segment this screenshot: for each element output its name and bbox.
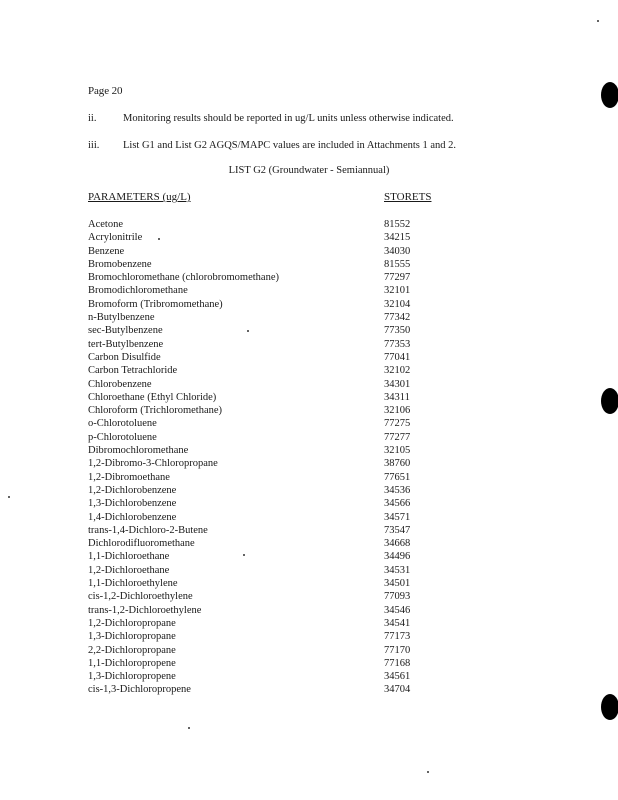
parameter-name: trans-1,4-Dichloro-2-Butene — [88, 524, 208, 536]
list-row — [88, 404, 488, 417]
storet-code: 32101 — [384, 285, 411, 297]
list-row — [88, 444, 488, 457]
storet-code: 34561 — [384, 671, 411, 683]
scan-speck — [597, 20, 599, 22]
storet-code: 34030 — [384, 245, 411, 257]
storet-code: 32102 — [384, 365, 411, 377]
note-text-ii: Monitoring results should be reported in ug/L units unless otherwise indicated. — [123, 113, 454, 124]
list-row — [88, 298, 488, 311]
storet-code: 34301 — [384, 378, 411, 390]
list-row — [88, 364, 488, 377]
list-row — [88, 457, 488, 470]
list-row — [88, 683, 488, 696]
parameter-name: Chlorobenzene — [88, 378, 152, 390]
note-marker-ii: ii. — [88, 113, 97, 124]
storet-code: 32106 — [384, 405, 411, 417]
parameter-list — [88, 218, 488, 697]
list-row — [88, 311, 488, 324]
list-row — [88, 497, 488, 510]
parameter-name: 1,2-Dichlorobenzene — [88, 484, 177, 496]
scan-speck — [247, 330, 249, 332]
list-row — [88, 670, 488, 683]
storet-code: 34704 — [384, 684, 411, 696]
list-row — [88, 511, 488, 524]
storet-code: 81555 — [384, 258, 411, 270]
parameter-name: 1,2-Dibromoethane — [88, 471, 170, 483]
storet-code: 32104 — [384, 298, 411, 310]
parameter-name: 1,1-Dichloropropene — [88, 657, 176, 669]
scan-speck — [8, 496, 10, 498]
storet-code: 77342 — [384, 312, 411, 324]
list-row — [88, 351, 488, 364]
parameter-name: p-Chlorotoluene — [88, 431, 157, 443]
list-row — [88, 284, 488, 297]
list-row — [88, 657, 488, 670]
parameter-name: sec-Butylbenzene — [88, 325, 163, 337]
storet-code: 38760 — [384, 458, 411, 470]
parameter-name: 1,3-Dichlorobenzene — [88, 498, 177, 510]
punch-hole — [601, 388, 618, 414]
list-row — [88, 564, 488, 577]
parameter-name: Bromochloromethane (chlorobromomethane) — [88, 272, 279, 284]
list-row — [88, 484, 488, 497]
storet-code: 77170 — [384, 644, 411, 656]
parameter-name: Bromobenzene — [88, 258, 152, 270]
parameter-name: cis-1,2-Dichloroethylene — [88, 591, 193, 603]
parameters-column-header: PARAMETERS (ug/L) — [88, 191, 191, 203]
storet-code: 34546 — [384, 604, 411, 616]
storet-code: 34571 — [384, 511, 411, 523]
list-row — [88, 271, 488, 284]
parameter-name: 1,2-Dibromo-3-Chloropropane — [88, 458, 218, 470]
list-row — [88, 590, 488, 603]
list-row — [88, 378, 488, 391]
punch-hole — [601, 694, 618, 720]
storets-column-header: STORETS — [384, 191, 432, 203]
scan-speck — [158, 238, 160, 240]
parameter-name: Chloroethane (Ethyl Chloride) — [88, 391, 217, 403]
storet-code: 34531 — [384, 564, 411, 576]
list-row — [88, 431, 488, 444]
page-number: Page 20 — [88, 85, 123, 97]
storet-code: 77353 — [384, 338, 411, 350]
parameter-name: Benzene — [88, 245, 125, 257]
list-row — [88, 218, 488, 231]
list-row — [88, 524, 488, 537]
storet-code: 77651 — [384, 471, 411, 483]
storet-code: 77093 — [384, 591, 411, 603]
list-row — [88, 644, 488, 657]
storet-code: 34215 — [384, 232, 411, 244]
parameter-name: o-Chlorotoluene — [88, 418, 157, 430]
storet-code: 77173 — [384, 631, 411, 643]
parameter-name: 1,2-Dichloropropane — [88, 617, 176, 629]
parameter-name: trans-1,2-Dichloroethylene — [88, 604, 202, 616]
storet-code: 77275 — [384, 418, 411, 430]
scan-speck — [243, 554, 245, 556]
parameter-name: Bromoform (Tribromomethane) — [88, 298, 223, 310]
storet-code: 34541 — [384, 617, 411, 629]
storet-code: 32105 — [384, 445, 411, 457]
list-row — [88, 577, 488, 590]
storet-code: 34668 — [384, 538, 411, 550]
list-row — [88, 550, 488, 563]
parameter-name: 1,4-Dichlorobenzene — [88, 511, 177, 523]
storet-code: 77277 — [384, 431, 411, 443]
list-row — [88, 604, 488, 617]
list-row — [88, 630, 488, 643]
storet-code: 73547 — [384, 524, 411, 536]
parameter-name: 2,2-Dichloropropane — [88, 644, 176, 656]
storet-code: 34536 — [384, 484, 411, 496]
storet-code: 34566 — [384, 498, 411, 510]
list-title: LIST G2 (Groundwater - Semiannual) — [228, 165, 390, 176]
parameter-name: Bromodichloromethane — [88, 285, 188, 297]
storet-code: 34501 — [384, 578, 411, 590]
list-row — [88, 338, 488, 351]
parameter-name: Dichlorodifluoromethane — [88, 538, 195, 550]
punch-hole — [601, 82, 618, 108]
storet-code: 34311 — [384, 391, 410, 403]
list-row — [88, 245, 488, 258]
parameter-name: 1,3-Dichloropropene — [88, 671, 176, 683]
parameter-name: n-Butylbenzene — [88, 312, 155, 324]
list-row — [88, 231, 488, 244]
list-row — [88, 417, 488, 430]
scan-speck — [188, 727, 190, 729]
note-marker-iii: iii. — [88, 140, 100, 151]
parameter-name: 1,2-Dichloroethane — [88, 564, 170, 576]
list-row — [88, 324, 488, 337]
storet-code: 77297 — [384, 272, 411, 284]
storet-code: 77041 — [384, 351, 411, 363]
parameter-name: 1,3-Dichloropropane — [88, 631, 176, 643]
parameter-name: Carbon Disulfide — [88, 351, 161, 363]
parameter-name: 1,1-Dichloroethane — [88, 551, 170, 563]
note-text-iii: List G1 and List G2 AGQS/MAPC values are included in Attachments 1 and 2. — [123, 140, 457, 151]
parameter-name: Acetone — [88, 219, 123, 230]
parameter-name: Acrylonitrile — [88, 232, 143, 244]
storet-code: 77350 — [384, 325, 411, 337]
parameter-name: Dibromochloromethane — [88, 445, 189, 457]
storet-code: 81552 — [384, 219, 411, 230]
parameter-name: tert-Butylbenzene — [88, 338, 164, 350]
storet-code: 77168 — [384, 657, 411, 669]
parameter-name: Carbon Tetrachloride — [88, 365, 178, 377]
scan-speck — [427, 771, 429, 773]
list-row — [88, 537, 488, 550]
parameter-name: 1,1-Dichloroethylene — [88, 578, 178, 590]
parameter-name: Chloroform (Trichloromethane) — [88, 405, 223, 417]
parameter-name: cis-1,3-Dichloropropene — [88, 684, 191, 696]
list-row — [88, 391, 488, 404]
storet-code: 34496 — [384, 551, 411, 563]
list-row — [88, 471, 488, 484]
list-row — [88, 617, 488, 630]
list-row — [88, 258, 488, 271]
